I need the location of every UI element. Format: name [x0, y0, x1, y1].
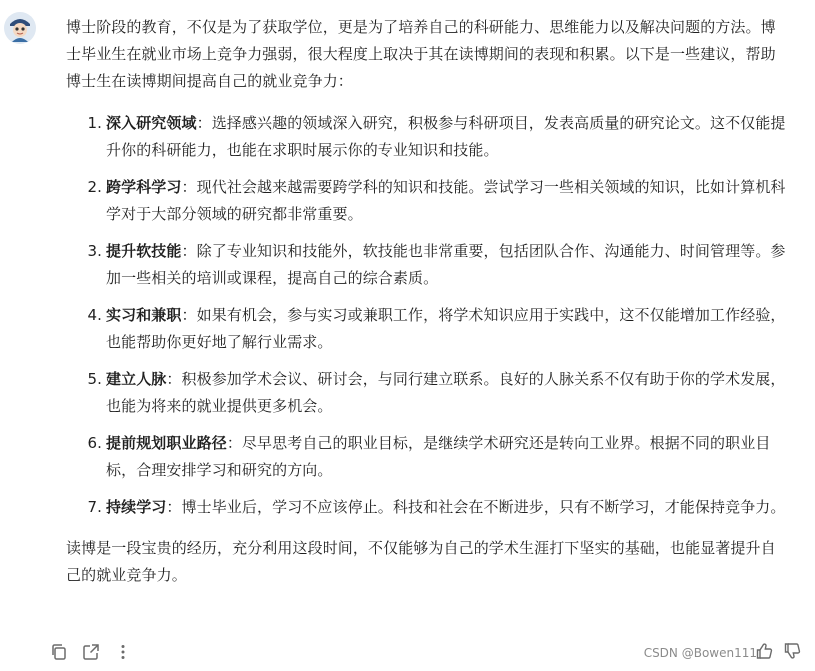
- list-item: [66, 366, 790, 420]
- watermark: CSDN @Bowen111: [643, 646, 757, 660]
- copy-icon[interactable]: [50, 643, 68, 661]
- item-number: 7.: [87, 498, 102, 516]
- feedback-buttons: [755, 642, 801, 664]
- item-text: ：积极参加学术会议、研讨会，与同行建立联系。良好的人脉关系不仅有助于你的学术发展，也能为将来的就业提供更多机会。: [106, 370, 786, 415]
- thumbs-down-icon[interactable]: [783, 642, 801, 664]
- share-icon[interactable]: [82, 643, 100, 661]
- item-text: ：除了专业知识和技能外，软技能也非常重要，包括团队合作、沟通能力、时间管理等。参加一些相关的培训或课程，提高自己的综合素质。: [106, 242, 786, 287]
- item-number: 1.: [87, 114, 102, 132]
- thumbs-up-icon[interactable]: [755, 642, 773, 664]
- outro-paragraph: 读博是一段宝贵的经历，充分利用这段时间，不仅能够为自己的学术生涯打下坚实的基础，也能显著提升自己的就业竞争力。: [66, 539, 776, 584]
- avatar: [4, 12, 36, 44]
- item-text: ：现代社会越来越需要跨学科的知识和技能。尝试学习一些相关领域的知识，比如计算机科学对于大部分领域的研究都非常重要。: [106, 178, 786, 223]
- item-title: 提前规划职业路径: [106, 434, 227, 452]
- list-item: [66, 174, 790, 228]
- list-item: [66, 302, 790, 356]
- item-text: ：博士毕业后，学习不应该停止。科技和社会在不断进步，只有不断学习，才能保持竞争力。: [166, 498, 786, 516]
- assistant-message: [66, 14, 790, 589]
- more-icon[interactable]: [114, 643, 132, 661]
- message-actions: [50, 640, 132, 664]
- item-number: 3.: [87, 242, 102, 260]
- item-text: ：如果有机会，参与实习或兼职工作，将学术知识应用于实践中，这不仅能增加工作经验，也能帮助你更好地了解行业需求。: [106, 306, 786, 351]
- intro-paragraph: 博士阶段的教育，不仅是为了获取学位，更是为了培养自己的科研能力、思维能力以及解决问题的方法。博士毕业生在就业市场上竞争力强弱，很大程度上取决于其在读博期间的表现和积累。以下是一些建议，帮助博士生在读博期间提高自己的就业竞争力：: [66, 18, 776, 90]
- list-item: [66, 110, 790, 164]
- item-title: 跨学科学习: [106, 178, 182, 196]
- list-item: [66, 494, 790, 521]
- tips-list: [66, 110, 790, 521]
- item-title: 提升软技能: [106, 242, 182, 260]
- item-title: 持续学习: [106, 498, 167, 516]
- item-title: 深入研究领域: [106, 114, 197, 132]
- list-item: [66, 430, 790, 484]
- item-number: 2.: [87, 178, 102, 196]
- item-text: ：尽早思考自己的职业目标，是继续学术研究还是转向工业界。根据不同的职业目标，合理安排学习和研究的方向。: [106, 434, 771, 479]
- item-title: 建立人脉: [106, 370, 167, 388]
- list-item: [66, 238, 790, 292]
- item-text: ：选择感兴趣的领域深入研究，积极参与科研项目，发表高质量的研究论文。这不仅能提升你的科研能力，也能在求职时展示你的专业知识和技能。: [106, 114, 786, 159]
- item-number: 5.: [87, 370, 102, 388]
- item-number: 4.: [87, 306, 102, 324]
- item-number: 6.: [87, 434, 102, 452]
- item-title: 实习和兼职: [106, 306, 182, 324]
